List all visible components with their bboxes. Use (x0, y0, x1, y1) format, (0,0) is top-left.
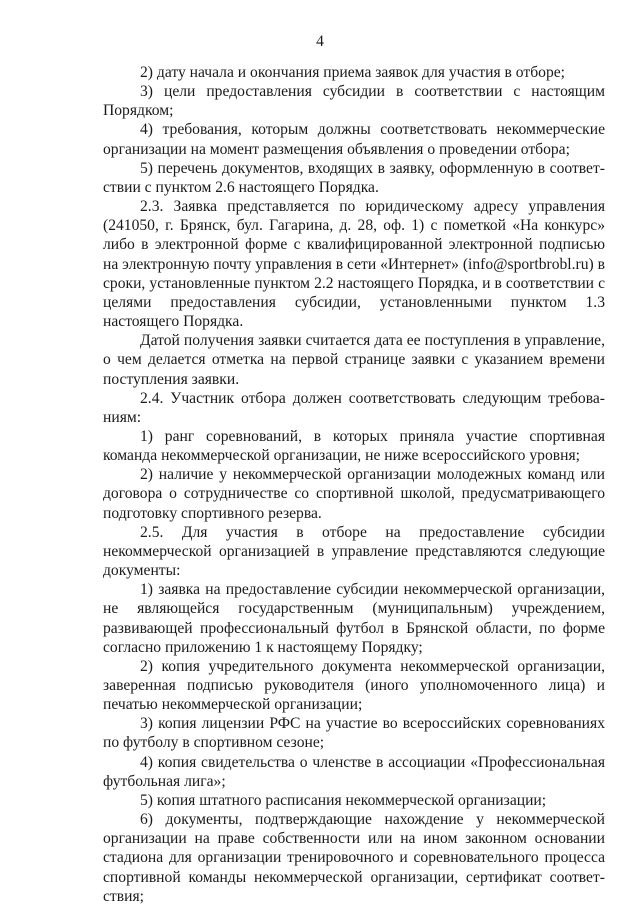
paragraph-doc-6-stadium-documents: 6) документы, подтверждающие нахождение у некоммерческой организации на праве собственности или на ином законном основании стадиона для организации тренировочного и соревновательного процесса спортивной команды некоммерческой организации, сертификат соответствия; (103, 811, 605, 905)
paragraph-2-3-application-submission: 2.3. Заявка представляется по юридическому адресу управления (241050, г. Брянск, бул. Гагарина, д. 28, оф. 1) с пометкой «На конкурс» либо в электронной форме с квалифицированной электронной подписью на электронную почту управления в сети «Интернет» (info@sportbrobl.ru) в сроки, установленные пунктом 2.2 настоящего Порядка, и в соответствии с целями предоставления субсидии, установленными пунктом 1.3 настоящего Порядка. (103, 198, 605, 331)
paragraph-req-2-youth-teams: 2) наличие у некоммерческой организации молодежных команд или договора о сотрудничестве со спортивной школой, предусматривающего подготовку спортивного резерва. (103, 466, 605, 522)
paragraph-2-5-documents: 2.5. Для участия в отборе на предоставление субсидии некоммерческой организацией в управление представляются следующие документы: (103, 523, 605, 580)
paragraph-item-5-document-list: 5) перечень документов, входящих в заявку, оформленную в соответствии с пунктом 2.6 настоящего Порядка. (103, 159, 605, 196)
paragraph-doc-1-application: 1) заявка на предоставление субсидии некоммерческой организации, не являющейся государственным (муниципальным) учреждением, развивающей профессиональный футбол в Брянской области, по форме согласно приложению 1 к настоящему Порядку; (103, 581, 605, 656)
paragraph-doc-5-staff-schedule: 5) копия штатного расписания некоммерческой организации; (140, 791, 547, 809)
paragraph-item-3-subsidy-goals: 3) цели предоставления субсидии в соответствии с настоящим Порядком; (103, 83, 605, 120)
paragraph-item-4-requirements: 4) требования, которым должны соответствовать некоммерческие организации на момент размещения объявления о проведении отбора; (103, 121, 605, 158)
paragraph-doc-3-rfs-license: 3) копия лицензии РФС на участие во всероссийских соревнованиях по футболу в спортивном сезоне; (103, 715, 605, 752)
paragraph-receipt-date: Датой получения заявки считается дата ее поступления в управление, о чем делается отметка на первой странице заявки с указанием времени поступления заявки. (103, 332, 605, 388)
paragraph-item-2-start-end-dates: 2) дату начала и окончания приема заявок для участия в отборе; (140, 64, 565, 81)
page-number: 4 (316, 33, 324, 50)
paragraph-2-4-participant-requirements: 2.4. Участник отбора должен соответствовать следующим требованиям: (103, 389, 605, 426)
document-body (103, 63, 605, 906)
paragraph-doc-2-founding-document: 2) копия учредительного документа некоммерческой организации, заверенная подписью руководителя (иного уполномоченного лица) и печатью некоммерческой организации; (103, 657, 605, 714)
paragraph-req-1-competition-rank: 1) ранг соревнований, в которых приняла участие спортивная команда некоммерческой организации, не ниже всероссийского уровня; (103, 427, 605, 465)
paragraph-doc-4-membership-certificate: 4) копия свидетельства о членстве в ассоциации «Профессиональная футбольная лига»; (103, 753, 605, 790)
